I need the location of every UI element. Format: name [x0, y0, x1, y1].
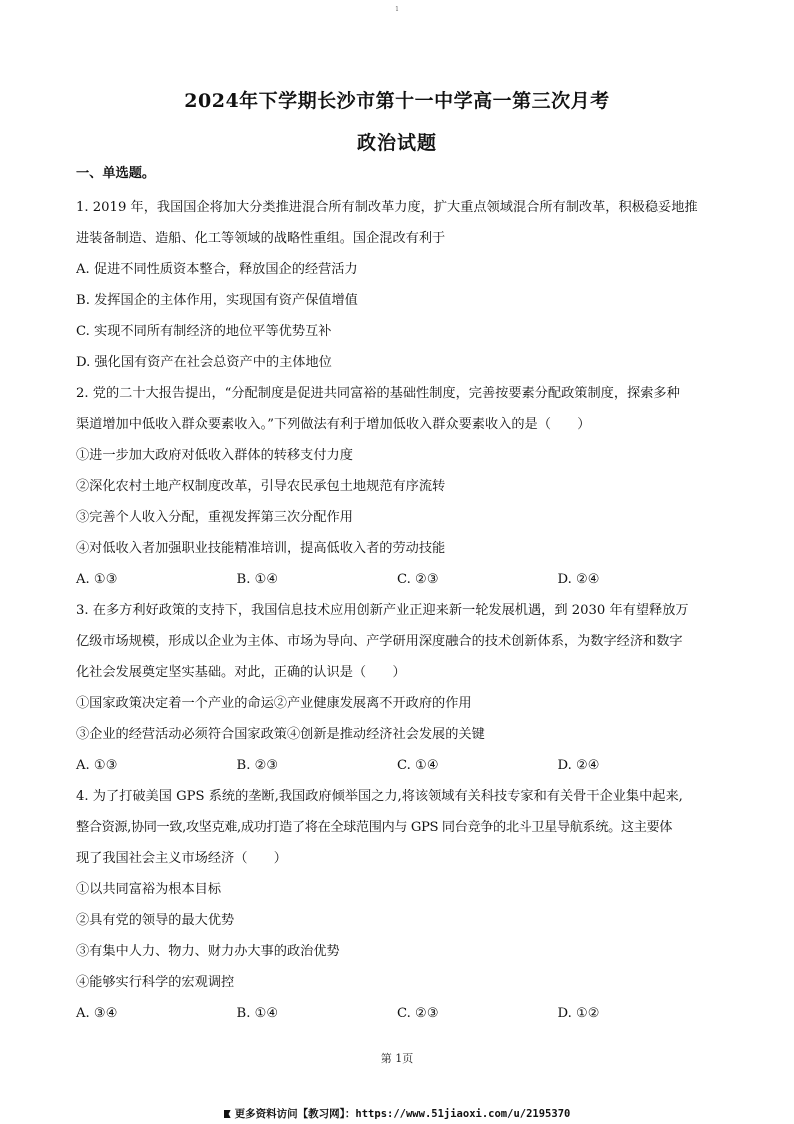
- q4-option-b: B. ①④: [236, 1006, 279, 1021]
- q4-stem-line-3: 现了我国社会主义市场经济（ ）: [76, 851, 287, 866]
- q3-stem-line-3: 化社会发展奠定坚实基础。对此，正确的认识是（ ）: [76, 665, 406, 680]
- flag-icon: [224, 1110, 231, 1118]
- q3-option-b: B. ②③: [236, 758, 279, 773]
- q3-statements-1-2: ①国家政策决定着一个产业的命运②产业健康发展离不开政府的作用: [76, 696, 472, 711]
- q3-options: [76, 750, 718, 781]
- q2-options: [76, 564, 718, 595]
- resource-link[interactable]: [0, 1106, 794, 1121]
- q2-statement-2: ②深化农村土地产权制度改革，引导农民承包土地规范有序流转: [76, 479, 446, 494]
- q4-option-d: D. ①②: [557, 1006, 600, 1021]
- question-4: [76, 781, 718, 1029]
- q3-option-a: A. ①③: [76, 758, 118, 773]
- q2-statement-3: ③完善个人收入分配，重视发挥第三次分配作用: [76, 510, 353, 525]
- exam-subtitle: 政治试题: [356, 132, 437, 154]
- exam-content: [76, 164, 718, 1029]
- question-1: [76, 192, 718, 378]
- q3-stem-line-2: 亿级市场规模，形成以企业为主体、市场为导向、产学研用深度融合的技术创新体系，为数字经济和数字: [76, 634, 683, 649]
- q4-statement-3: ③有集中人力、物力、财力办大事的政治优势: [76, 944, 340, 959]
- q2-option-b: B. ①④: [236, 572, 279, 587]
- q2-stem-line-2: 渠道增加中低收入群众要素收入。”下列做法有利于增加低收入群众要素收入的是（ ）: [76, 417, 591, 432]
- q1-option-a: A. 促进不同性质资本整合，释放国企的经营活力: [76, 262, 358, 277]
- q3-option-c: C. ①④: [397, 758, 439, 773]
- q1-stem-line-2: 进装备制造、造船、化工等领域的战略性重组。国企混改有利于: [76, 231, 446, 246]
- q1-option-c: C. 实现不同所有制经济的地位平等优势互补: [76, 324, 332, 339]
- question-2: [76, 378, 718, 595]
- q2-statement-1: ①进一步加大政府对低收入群体的转移支付力度: [76, 448, 353, 463]
- q1-option-b: B. 发挥国企的主体作用，实现国有资产保值增值: [76, 293, 358, 308]
- q2-statement-4: ④对低收入者加强职业技能精准培训，提高低收入者的劳动技能: [76, 541, 446, 556]
- q4-option-a: A. ③④: [76, 1006, 118, 1021]
- q2-stem-line-1: 2. 党的二十大报告提出，“分配制度是促进共同富裕的基础性制度，完善按要素分配政策制度，探索多种: [76, 386, 680, 401]
- q4-statement-2: ②具有党的领导的最大优势: [76, 913, 235, 928]
- q2-option-d: D. ②④: [557, 572, 600, 587]
- resource-link-text[interactable]: 更多资料访问【教习网】：https://www.51jiaoxi.com/u/2195370: [234, 1108, 571, 1120]
- q3-statements-3-4: ③企业的经营活动必须符合国家政策④创新是推动经济社会发展的关键: [76, 727, 485, 742]
- question-3: [76, 595, 718, 781]
- q4-stem-line-2: 整合资源,协同一致,攻坚克难,成功打造了将在全球范围内与 GPS 同台竞争的北斗卫星导航系统。这主要体: [76, 820, 673, 835]
- q4-option-c: C. ②③: [397, 1006, 439, 1021]
- q3-stem-line-1: 3. 在多方利好政策的支持下，我国信息技术应用创新产业正迎来新一轮发展机遇，到 2030 年有望释放万: [76, 603, 689, 618]
- q1-stem-line-1: 1. 2019 年，我国国企将加大分类推进混合所有制改革力度，扩大重点领域混合所有制改革，积极稳妥地推: [76, 200, 698, 215]
- page-number: 第 1页: [380, 1052, 414, 1065]
- page-mark: 1: [395, 6, 399, 13]
- exam-title: 2024年下学期长沙市第十一中学高一第三次月考: [184, 90, 610, 112]
- section-heading: 一、单选题。: [76, 166, 156, 181]
- q4-statement-4: ④能够实行科学的宏观调控: [76, 975, 235, 990]
- q2-option-a: A. ①③: [76, 572, 118, 587]
- q4-options: [76, 998, 718, 1029]
- q4-stem-line-1: 4. 为了打破美国 GPS 系统的垄断,我国政府倾举国之力,将该领域有关科技专家和有关骨干企业集中起来,: [76, 789, 683, 804]
- q4-statement-1: ①以共同富裕为根本目标: [76, 882, 222, 897]
- q1-option-d: D. 强化国有资产在社会总资产中的主体地位: [76, 355, 332, 370]
- q2-option-c: C. ②③: [397, 572, 439, 587]
- q3-option-d: D. ②④: [557, 758, 600, 773]
